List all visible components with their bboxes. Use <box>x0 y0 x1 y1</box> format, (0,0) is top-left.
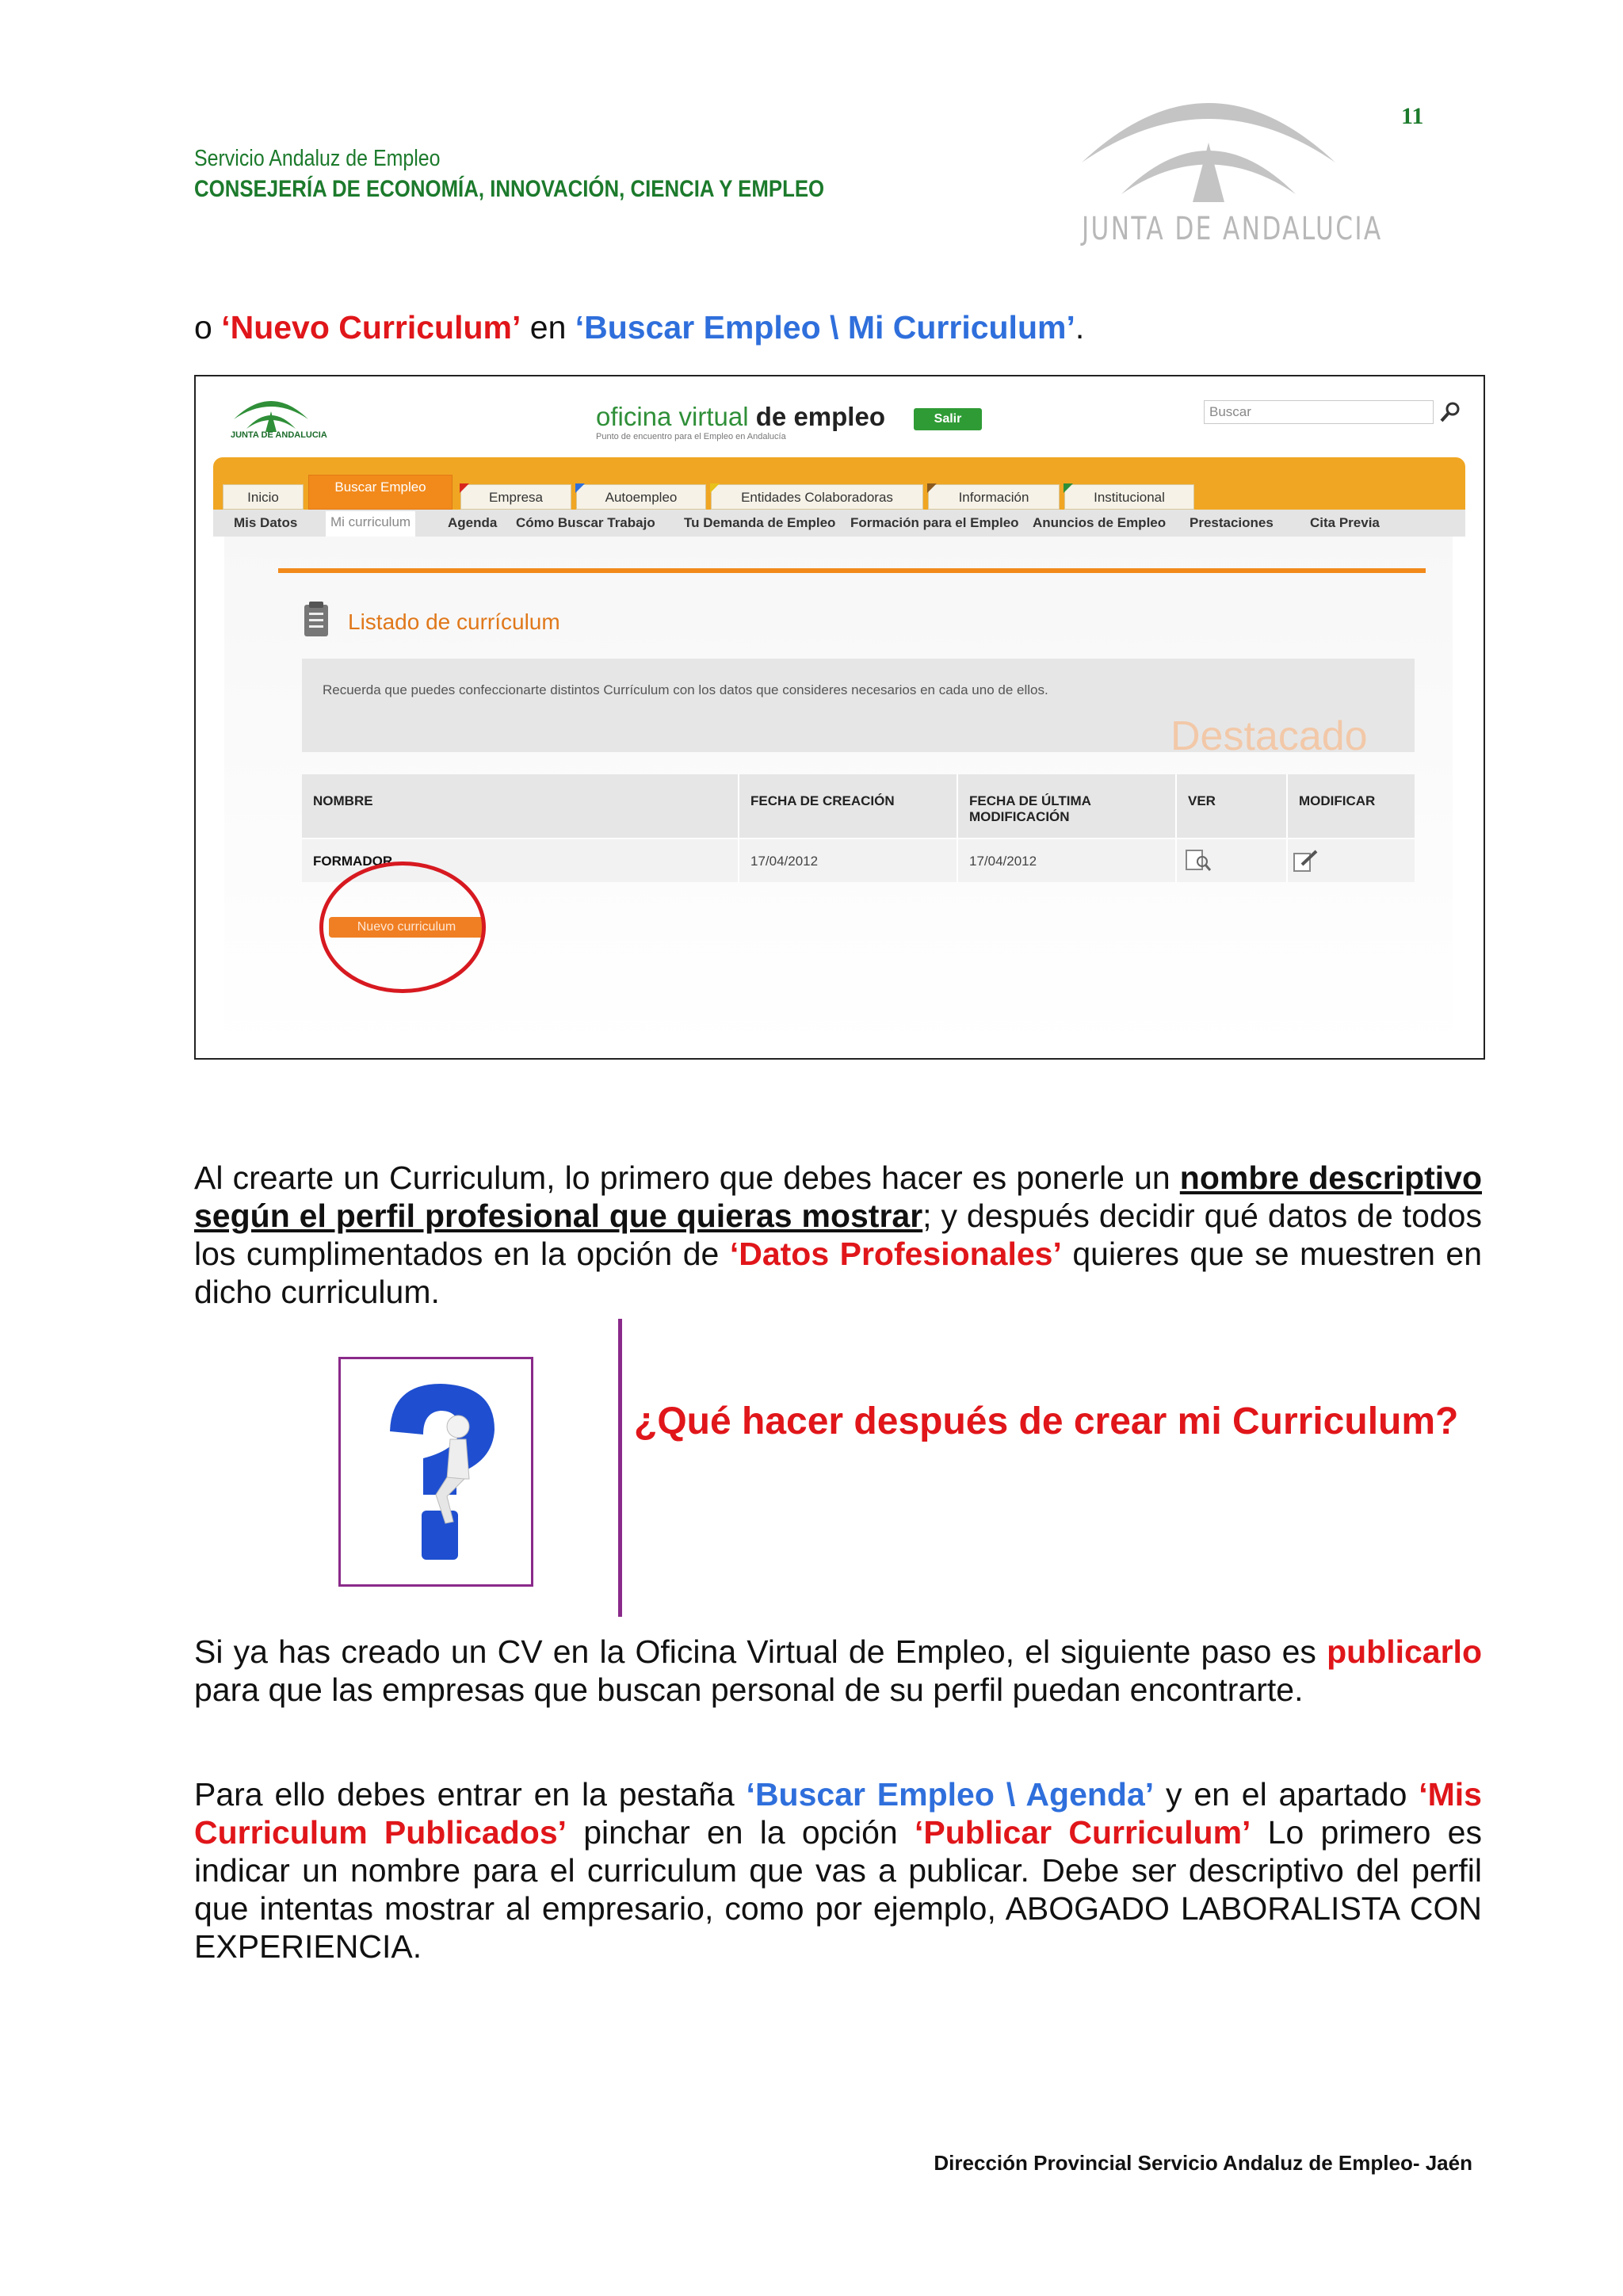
p3-text-e: pinchar en la opción <box>567 1814 915 1851</box>
p1-text-e: quieres que se muestren en dicho curriculum. <box>194 1236 1482 1310</box>
cell-modificar <box>1288 839 1415 882</box>
paragraph-crear-curriculum <box>194 1159 1482 1311</box>
tab-empresa-label: Empresa <box>488 490 544 505</box>
col-ver: VER <box>1177 774 1288 838</box>
consejeria-name: CONSEJERÍA DE ECONOMÍA, INNOVACIÓN, CIENCIA Y EMPLEO <box>194 176 825 202</box>
tab-autoempleo[interactable] <box>576 484 706 510</box>
red-flag-icon <box>460 483 469 493</box>
p3-text-a: Para ello debes entrar en la pestaña <box>194 1776 747 1813</box>
blue-flag-icon <box>575 483 585 493</box>
tab-institucional[interactable] <box>1064 484 1194 510</box>
ov-title-green: oficina virtual <box>596 402 749 431</box>
subnav-agenda[interactable]: Agenda <box>448 515 498 530</box>
note-text: Recuerda que puedes confeccionarte distintos Currículum con los datos que consideres necesarios en cada uno de ellos. <box>323 682 1048 697</box>
purple-divider <box>618 1319 622 1617</box>
question-mark-figure-icon <box>368 1376 510 1570</box>
cell-ver <box>1177 839 1288 882</box>
subnav-anuncios[interactable]: Anuncios de Empleo <box>1033 515 1167 530</box>
nuevo-curriculum-button[interactable]: Nuevo curriculum <box>329 917 484 938</box>
subnav-como-buscar[interactable]: Cómo Buscar Trabajo <box>516 515 655 530</box>
junta-logo-text: JUNTA DE ANDALUCIA <box>1082 211 1383 247</box>
col-fecha-modificacion: FECHA DE ÚLTIMA MODIFICACIÓN <box>958 774 1177 838</box>
subnav-cita-previa[interactable]: Cita Previa <box>1310 515 1380 530</box>
tab-informacion[interactable] <box>928 484 1060 510</box>
subnav-mi-curriculum[interactable]: Mi curriculum <box>326 511 415 537</box>
tab-entidades[interactable] <box>711 484 923 510</box>
embedded-screenshot <box>194 375 1485 1060</box>
buscar-empleo-path: ‘Buscar Empleo \ Mi Curriculum’ <box>575 309 1075 346</box>
p1-text-c: ; y después decidir qué datos de todos los cumplimentados en la opción de <box>194 1198 1482 1272</box>
p2-text-a: Si ya has creado un CV en la Oficina Virtual de Empleo, el siguiente paso es <box>194 1633 1327 1670</box>
nuevo-curriculum-ref: ‘Nuevo Curriculum’ <box>221 309 521 346</box>
page-number: 11 <box>1401 103 1424 129</box>
subnav-mis-datos[interactable]: Mis Datos <box>234 515 298 530</box>
document-list-icon <box>303 600 331 638</box>
small-logo-text: JUNTA DE ANDALUCIA <box>231 430 327 440</box>
paragraph-agenda <box>194 1775 1482 1966</box>
intro-suffix: . <box>1075 309 1085 346</box>
junta-small-logo-icon <box>227 388 315 435</box>
col-nombre: NOMBRE <box>302 774 739 838</box>
col-fecha-creacion: FECHA DE CREACIÓN <box>739 774 958 838</box>
ov-title <box>596 402 885 432</box>
tab-autoempleo-label: Autoempleo <box>605 490 678 505</box>
org-name: Servicio Andaluz de Empleo <box>194 146 441 171</box>
search-icon[interactable] <box>1438 400 1462 424</box>
destacado-watermark: Destacado <box>1170 713 1368 759</box>
green-flag-icon <box>1064 483 1073 493</box>
p2-text-c: para que las empresas que buscan personal de su perfil puedan encontrarte. <box>194 1671 1304 1708</box>
intro-line <box>194 309 1084 346</box>
mis-curriculum-publicados-ref: ‘Mis Curriculum Publicados’ <box>194 1776 1482 1851</box>
paragraph-publicar <box>194 1633 1482 1709</box>
cell-creacion: 17/04/2012 <box>739 839 958 882</box>
sub-nav <box>213 510 1465 537</box>
orange-rule <box>278 568 1426 573</box>
col-modificar: MODIFICAR <box>1288 774 1415 838</box>
p1-text-a: Al crearte un Curriculum, lo primero que debes hacer es ponerle un <box>194 1159 1180 1196</box>
section-title: Listado de currículum <box>348 609 560 634</box>
edit-icon[interactable] <box>1293 849 1319 873</box>
tab-buscar-empleo[interactable]: Buscar Empleo <box>308 475 453 510</box>
publicarlo-ref: publicarlo <box>1327 1633 1482 1670</box>
question-title: ¿Qué hacer después de crear mi Curriculum? <box>634 1400 1459 1442</box>
subnav-prestaciones[interactable]: Prestaciones <box>1190 515 1274 530</box>
cell-modificacion: 17/04/2012 <box>958 839 1177 882</box>
tab-institucional-label: Institucional <box>1094 490 1165 505</box>
ov-title-dark: de empleo <box>748 402 885 431</box>
main-nav <box>213 457 1465 510</box>
cell-nombre: FORMADOR <box>302 839 739 882</box>
highlight-circle <box>319 861 486 993</box>
intro-prefix: o <box>194 309 222 346</box>
footer-text: Dirección Provincial Servicio Andaluz de Empleo- Jaén <box>934 2151 1472 2175</box>
tab-inicio[interactable]: Inicio <box>223 484 304 510</box>
publicar-curriculum-ref: ‘Publicar Curriculum’ <box>914 1814 1251 1851</box>
brown-flag-icon <box>927 483 937 493</box>
salir-button[interactable]: Salir <box>914 408 982 430</box>
datos-profesionales-ref: ‘Datos Profesionales’ <box>729 1236 1062 1272</box>
tab-empresa[interactable] <box>460 484 571 510</box>
p3-text-c: y en el apartado <box>1154 1776 1419 1813</box>
search-input[interactable]: Buscar <box>1204 400 1434 424</box>
tab-entidades-label: Entidades Colaboradoras <box>741 490 893 505</box>
subnav-tu-demanda[interactable]: Tu Demanda de Empleo <box>684 515 836 530</box>
subnav-formacion[interactable]: Formación para el Empleo <box>850 515 1019 530</box>
agenda-path: ‘Buscar Empleo \ Agenda’ <box>746 1776 1155 1813</box>
yellow-flag-icon <box>710 483 720 493</box>
p3-text-g: Lo primero es indicar un nombre para el curriculum que vas a publicar. Debe ser descriptivo del perfil que intentas mostrar al empresario, como por ejemplo, ABOGADO LABORALISTA CON EXPERIENCIA. <box>194 1814 1482 1965</box>
p1-emphasis: nombre descriptivo según el perfil profesional que quieras mostrar <box>194 1159 1482 1234</box>
tab-informacion-label: Información <box>958 490 1029 505</box>
view-icon[interactable] <box>1185 849 1212 873</box>
intro-middle: en <box>521 309 575 346</box>
ov-subtitle: Punto de encuentro para el Empleo en Andalucía <box>596 432 786 441</box>
